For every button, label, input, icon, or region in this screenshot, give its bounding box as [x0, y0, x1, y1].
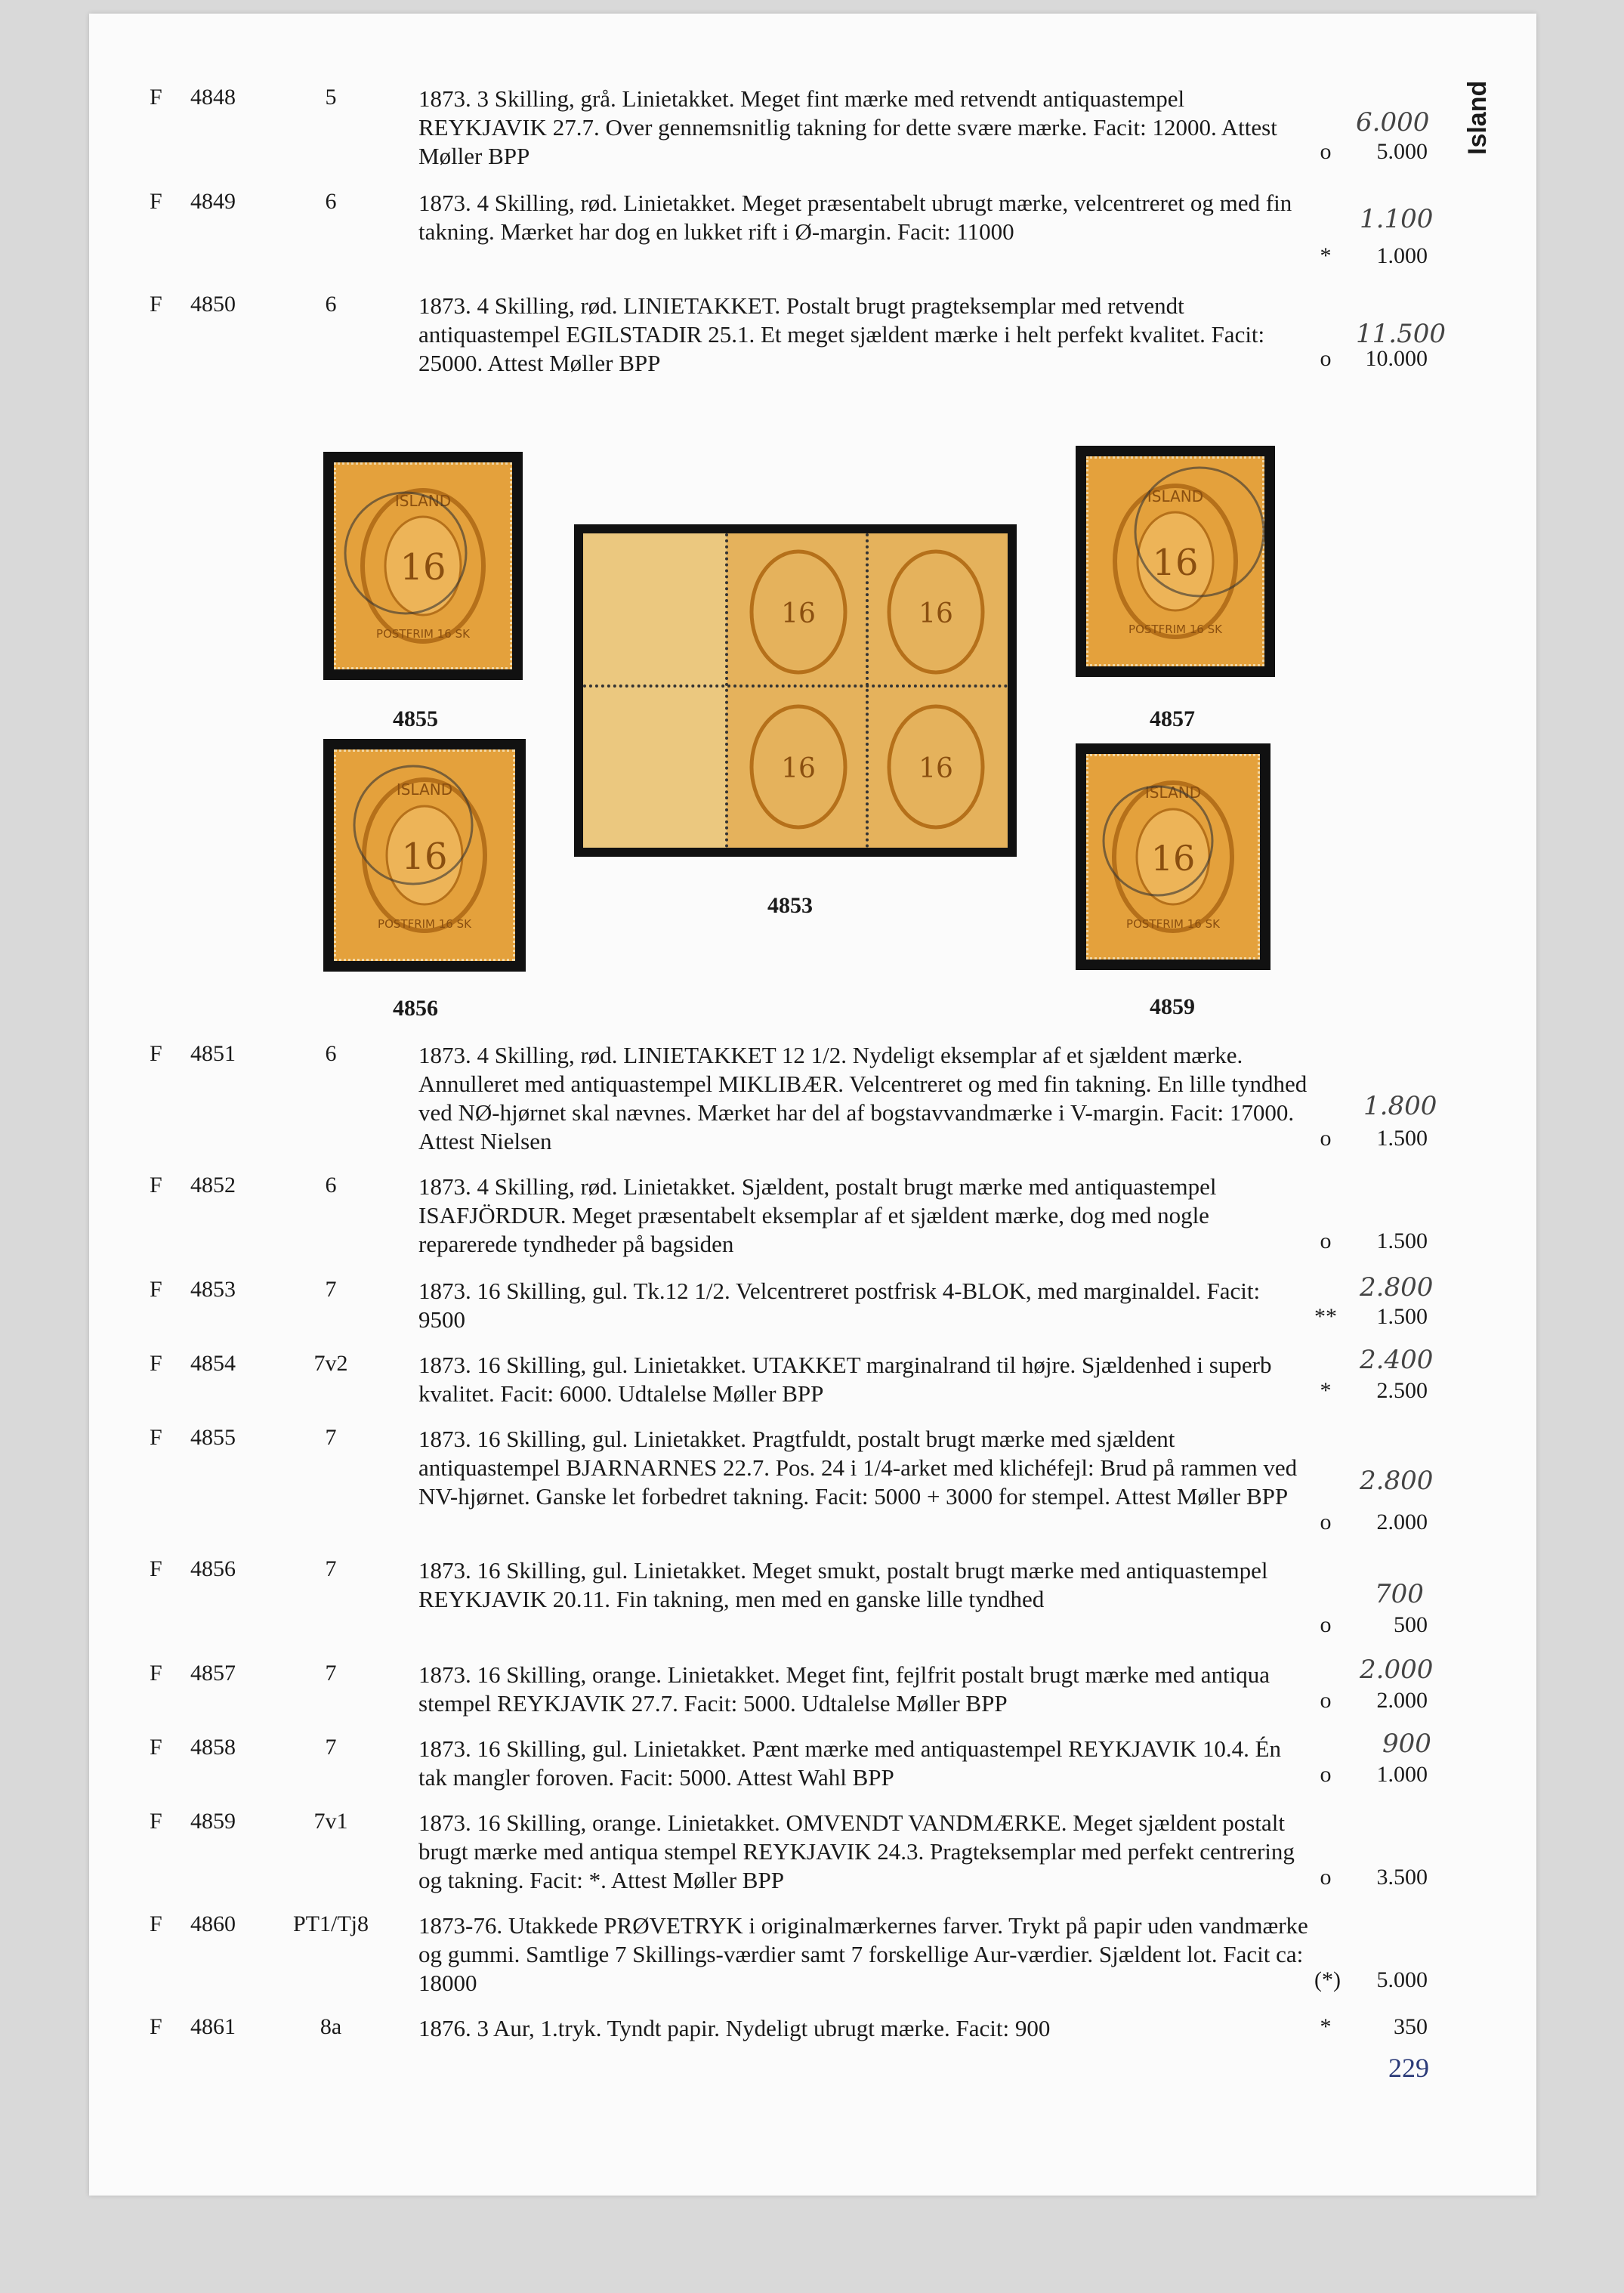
catalog-number: 6 [325, 1041, 337, 1066]
catalog-number: 6 [325, 189, 337, 214]
lot-description: 1873. 4 Skilling, rød. LINIETAKKET. Postalt brugt pragteksemplar med retvendt antiquastempel EGILSTADIR 25.1. Et meget sjældent mærke i helt perfekt kvalitet. Facit: 25000. Attest Møller BPP [418, 292, 1265, 376]
condition: o [1320, 1612, 1332, 1637]
lot-description: 1873. 16 Skilling, gul. Linietakket. UTAKKET marginalrand til højre. Sjældenhed i superb kvalitet. Facit: 6000. Udtalelse Møller BPP [418, 1352, 1272, 1407]
condition: o [1320, 139, 1332, 164]
lot-number: 4861 [190, 2014, 236, 2039]
svg-text:ISLAND: ISLAND [394, 492, 452, 510]
estimate: 1.000 [1376, 243, 1428, 268]
svg-text:POSTFRIM 16 SK: POSTFRIM 16 SK [1128, 623, 1222, 636]
stamp-image-4856 [323, 739, 526, 972]
lot-prefix: F [150, 1425, 162, 1450]
catalog-number: 7 [325, 1277, 337, 1302]
stamp-design-icon [334, 462, 512, 669]
lot-description: 1873. 16 Skilling, orange. Linietakket. OMVENDT VANDMÆRKE. Meget sjældent postalt brugt mærke med antiqua stempel REYKJAVIK 24.3. Pragteksemplar med perfekt centrering og takning. Facit: *. Attest Møller BPP [418, 1809, 1295, 1893]
stamp-label: 4853 [767, 893, 813, 918]
lot-prefix: F [150, 1556, 162, 1581]
catalog-number: 6 [325, 1173, 337, 1197]
lot-prefix: F [150, 292, 162, 317]
condition: * [1320, 243, 1332, 268]
lot-description: 1873. 4 Skilling, rød. Linietakket. Sjældent, postalt brugt mærke med antiquastempel ISAFJÖRDUR. Meget præsentabelt eksemplar af et sjældent mærke, dog med nogle reparerede tyndheder på bagsiden [418, 1173, 1217, 1257]
svg-text:ISLAND: ISLAND [396, 780, 453, 799]
svg-text:16: 16 [1152, 542, 1199, 584]
stamp-image-4855 [323, 452, 523, 680]
handwritten-result: 2.800 [1360, 1466, 1434, 1496]
condition: o [1320, 1865, 1332, 1890]
lot-description: 1873. 16 Skilling, gul. Linietakket. Meget smukt, postalt brugt mærke med antiquastempel REYKJAVIK 20.11. Fin takning, men med en ganske lille tyndhed [418, 1557, 1268, 1612]
handwritten-result: 6.000 [1356, 107, 1430, 138]
condition: * [1320, 1378, 1332, 1403]
handwritten-result: 2.000 [1360, 1655, 1434, 1685]
lot-number: 4851 [190, 1041, 236, 1066]
catalog-number: 7 [325, 1735, 337, 1760]
lot-prefix: F [150, 1277, 162, 1302]
catalog-number: 7v2 [313, 1351, 348, 1376]
estimate: 350 [1394, 2014, 1428, 2039]
lot-prefix: F [150, 1351, 162, 1376]
handwritten-result: 11.500 [1356, 319, 1446, 349]
condition: o [1320, 1126, 1332, 1151]
lot-number: 4859 [190, 1809, 236, 1834]
svg-text:ISLAND: ISLAND [1144, 783, 1202, 802]
lot-description: 1873-76. Utakkede PRØVETRYK i originalmærkernes farver. Trykt på papir uden vandmærke og gummi. Samtlige 7 Skillings-værdier samt 7 forskellige Aur-værdier. Sjældent lot. Facit ca: 18000 [418, 1912, 1308, 1996]
lot-prefix: F [150, 1661, 162, 1686]
stamp-design-icon [730, 536, 1005, 846]
page-number: 229 [1388, 2053, 1429, 2083]
condition: ** [1314, 1304, 1337, 1329]
svg-text:16: 16 [400, 546, 446, 589]
lot-description: 1873. 4 Skilling, rød. Linietakket. Meget præsentabelt ubrugt mærke, velcentreret og med fin takning. Mærket har dog en lukket rift i Ø-margin. Facit: 11000 [418, 190, 1292, 245]
lot-number: 4852 [190, 1173, 236, 1197]
svg-text:POSTFRIM 16 SK: POSTFRIM 16 SK [1126, 917, 1220, 931]
stamp-block-4853 [574, 524, 1017, 857]
lot-number: 4854 [190, 1351, 236, 1376]
estimate: 1.500 [1376, 1228, 1428, 1253]
lot-description: 1873. 16 Skilling, gul. Linietakket. Pænt mærke med antiquastempel REYKJAVIK 10.4. Én tak mangler foroven. Facit: 5000. Attest Wahl BPP [418, 1735, 1282, 1791]
svg-text:ISLAND: ISLAND [1147, 487, 1204, 505]
svg-text:16: 16 [781, 753, 816, 784]
handwritten-result: 900 [1382, 1729, 1431, 1759]
handwritten-result: 1.100 [1360, 204, 1434, 234]
estimate: 2.000 [1376, 1510, 1428, 1534]
catalog-number: PT1/Tj8 [292, 1911, 369, 1936]
lot-description: 1873. 16 Skilling, orange. Linietakket. Meget fint, fejlfrit postalt brugt mærke med antiqua stempel REYKJAVIK 27.7. Facit: 5000. Udtalelse Møller BPP [418, 1661, 1270, 1717]
lot-number: 4856 [190, 1556, 236, 1581]
lot-prefix: F [150, 1809, 162, 1834]
svg-text:POSTFRIM 16 SK: POSTFRIM 16 SK [378, 917, 471, 931]
lot-prefix: F [150, 1041, 162, 1066]
estimate: 2.500 [1376, 1378, 1428, 1403]
stamp-label: 4859 [1150, 994, 1195, 1019]
condition: (*) [1314, 1967, 1341, 1992]
handwritten-result: 1.800 [1363, 1091, 1437, 1121]
lot-number: 4855 [190, 1425, 236, 1450]
lot-number: 4860 [190, 1911, 236, 1936]
estimate: 1.500 [1376, 1304, 1428, 1329]
catalog-number: 6 [325, 292, 337, 317]
estimate: 10.000 [1365, 346, 1428, 371]
catalog-number: 8a [320, 2014, 342, 2039]
handwritten-result: 700 [1375, 1579, 1424, 1609]
lot-description: 1876. 3 Aur, 1.tryk. Tyndt papir. Nydeligt ubrugt mærke. Facit: 900 [418, 2015, 1051, 2041]
stamp-label: 4856 [393, 996, 438, 1021]
catalog-number: 7 [325, 1661, 337, 1686]
condition: * [1320, 2014, 1332, 2039]
estimate: 1.000 [1376, 1762, 1428, 1787]
lot-description: 1873. 16 Skilling, gul. Linietakket. Pragtfuldt, postalt brugt mærke med sjældent antiquastempel BJARNARNES 22.7. Pos. 24 i 1/4-arket med klichéfejl: Brud på rammen ved NV-hjørnet. Ganske let forbedret takning. Facit: 5000 + 3000 for stempel. Attest Møller BPP [418, 1426, 1298, 1510]
stamp-design-icon [1086, 754, 1260, 960]
svg-text:16: 16 [919, 598, 953, 629]
lot-prefix: F [150, 189, 162, 214]
svg-text:16: 16 [401, 836, 448, 878]
estimate: 5.000 [1376, 1967, 1428, 1992]
svg-text:16: 16 [1150, 838, 1196, 879]
lot-number: 4857 [190, 1661, 236, 1686]
stamp-design-icon [334, 749, 515, 961]
lot-number: 4850 [190, 292, 236, 317]
catalog-number: 7 [325, 1556, 337, 1581]
estimate: 5.000 [1376, 139, 1428, 164]
condition: o [1320, 1510, 1332, 1534]
lot-number: 4858 [190, 1735, 236, 1760]
stamp-label: 4855 [393, 706, 438, 731]
lot-number: 4848 [190, 85, 236, 110]
condition: o [1320, 1688, 1332, 1713]
estimate: 1.500 [1376, 1126, 1428, 1151]
stamp-design-icon [1086, 456, 1264, 666]
lot-prefix: F [150, 1735, 162, 1760]
handwritten-result: 2.400 [1360, 1345, 1434, 1375]
catalog-number: 5 [325, 85, 337, 110]
catalog-number: 7v1 [313, 1809, 348, 1834]
lot-description: 1873. 4 Skilling, rød. LINIETAKKET 12 1/2. Nydeligt eksemplar af et sjældent mærke. Annulleret med antiquastempel MIKLIBÆR. Velcentreret og med fin takning. En lille tyndhed ved NØ-hjørnet skal nævnes. Mærket har del af bogstavvandmærke i V-margin. Facit: 17000. Attest Nielsen [418, 1042, 1308, 1154]
catalog-number: 7 [325, 1425, 337, 1450]
estimate: 2.000 [1376, 1688, 1428, 1713]
svg-text:16: 16 [781, 598, 816, 629]
stamp-label: 4857 [1150, 706, 1195, 731]
lot-prefix: F [150, 85, 162, 110]
lot-prefix: F [150, 2014, 162, 2039]
handwritten-result: 2.800 [1360, 1272, 1434, 1303]
condition: o [1320, 1762, 1332, 1787]
lot-number: 4853 [190, 1277, 236, 1302]
svg-text:POSTFRIM 16 SK: POSTFRIM 16 SK [376, 627, 470, 641]
condition: o [1320, 346, 1332, 371]
country-side-label: Island [1463, 80, 1492, 155]
condition: o [1320, 1228, 1332, 1253]
lot-prefix: F [150, 1911, 162, 1936]
estimate: 3.500 [1376, 1865, 1428, 1890]
lot-description: 1873. 16 Skilling, gul. Tk.12 1/2. Velcentreret postfrisk 4-BLOK, med marginaldel. Facit: 9500 [418, 1278, 1261, 1333]
stamp-image-4857 [1076, 446, 1275, 677]
estimate: 500 [1394, 1612, 1428, 1637]
lot-number: 4849 [190, 189, 236, 214]
lot-description: 1873. 3 Skilling, grå. Linietakket. Meget fint mærke med retvendt antiquastempel REYKJAVIK 27.7. Over gennemsnitlig takning for dette svære mærke. Facit: 12000. Attest Møller BPP [418, 85, 1277, 169]
svg-text:16: 16 [919, 753, 953, 784]
stamp-image-4859 [1076, 743, 1270, 970]
lot-prefix: F [150, 1173, 162, 1197]
